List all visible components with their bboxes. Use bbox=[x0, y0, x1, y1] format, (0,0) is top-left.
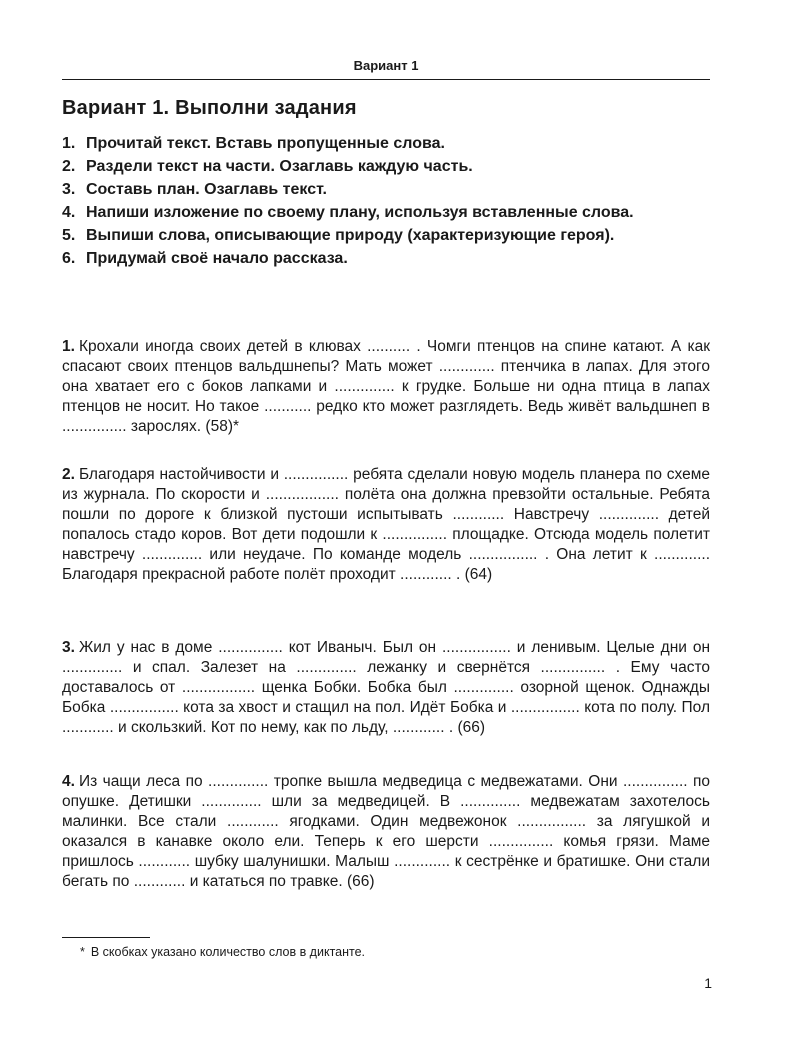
page-title: Вариант 1. Выполни задания bbox=[62, 97, 357, 119]
exercise-text: Крохали иногда своих детей в клювах .......... . Чомги птенцов на спине катают. А как спасают своих птенцов вальдшнепы? Мать может ............. птенчика в лапах. Для этого она хватает его с боков лапками и .............. к грудке. Больше ни одна птица в лапах птенцов не носит. Но такое ........... редко кто может разглядеть. Ведь живёт вальдшнеп в ............... зарослях. (58)* bbox=[62, 338, 710, 435]
task-text: Придумай своё начало рассказа. bbox=[86, 250, 348, 267]
exercise-text: Благодаря настойчивости и ............... ребята сделали новую модель планера по схеме из журнала. По скорости и ................. полёта она должна превзойти остальные. Ребята пошли по дороге к близкой пустоши испытывать ............ Навстречу .............. детей попалось стадо коров. Вот дети подошли к ............... площадке. Отсюда модель полетит навстречу .............. или неудаче. По команде модель ................ . Она летит к ............. Благодаря прекрасной работе полёт проходит ............ . (64) bbox=[62, 466, 710, 583]
footnote-rule bbox=[62, 937, 150, 938]
footnote bbox=[80, 944, 365, 960]
task-text: Выпиши слова, описывающие природу (характеризующие героя). bbox=[86, 227, 615, 244]
header-rule bbox=[62, 79, 710, 80]
task-text: Составь план. Озаглавь текст. bbox=[86, 181, 327, 198]
exercise-1 bbox=[62, 337, 710, 437]
footnote-marker: * bbox=[80, 945, 85, 959]
task-text: Раздели текст на части. Озаглавь каждую часть. bbox=[86, 158, 473, 175]
exercise-text: Жил у нас в доме ............... кот Иваныч. Был он ................ и ленивым. Целые дни он .............. и спал. Залезет на .............. лежанку и свернётся ............... . Ему часто доставалось от ................. щенка Бобки. Бобка был .............. озорной щенок. Однажды Бобка ................ кота за хвост и стащил на пол. Идёт Бобка и ................ кота по полу. Пол ............ и скользкий. Кот по нему, как по льду, ............ . (66) bbox=[62, 639, 710, 736]
exercise-3 bbox=[62, 638, 710, 738]
task-number: 6. bbox=[62, 250, 76, 267]
task-number: 2. bbox=[62, 158, 76, 175]
exercise-text: Из чащи леса по .............. тропке вышла медведица с медвежатами. Они ............... по опушке. Детишки .............. шли за медведицей. В .............. медвежатам захотелось малинки. Все стали ............ ягодками. Один медвежонок ................ за лягушкой и оказался в канавке около ели. Теперь к его шерсти ............... комья грязи. Маме пришлось ............ шубку шалунишки. Малыш ............. к сестрёнке и братишке. Они стали бегать по ............ и кататься по травке. (66) bbox=[62, 773, 710, 890]
task-item bbox=[62, 249, 710, 269]
task-text: Прочитай текст. Вставь пропущенные слова. bbox=[86, 135, 445, 152]
exercise-4 bbox=[62, 772, 710, 892]
exercise-2 bbox=[62, 465, 710, 585]
task-number: 5. bbox=[62, 227, 76, 244]
task-item bbox=[62, 157, 710, 177]
page-number: 1 bbox=[704, 975, 712, 991]
task-number: 3. bbox=[62, 181, 76, 198]
task-text: Напиши изложение по своему плану, используя вставленные слова. bbox=[86, 204, 634, 221]
task-item bbox=[62, 203, 710, 223]
task-list bbox=[62, 134, 710, 272]
task-item bbox=[62, 226, 710, 246]
running-head: Вариант 1 bbox=[353, 58, 419, 73]
exercise-number: 4. bbox=[62, 773, 75, 790]
task-item bbox=[62, 134, 710, 154]
exercise-number: 3. bbox=[62, 639, 75, 656]
exercise-number: 1. bbox=[62, 338, 75, 355]
exercise-number: 2. bbox=[62, 466, 75, 483]
task-number: 1. bbox=[62, 135, 76, 152]
footnote-text: В скобках указано количество слов в диктанте. bbox=[90, 945, 366, 959]
task-number: 4. bbox=[62, 204, 76, 221]
task-item bbox=[62, 180, 710, 200]
